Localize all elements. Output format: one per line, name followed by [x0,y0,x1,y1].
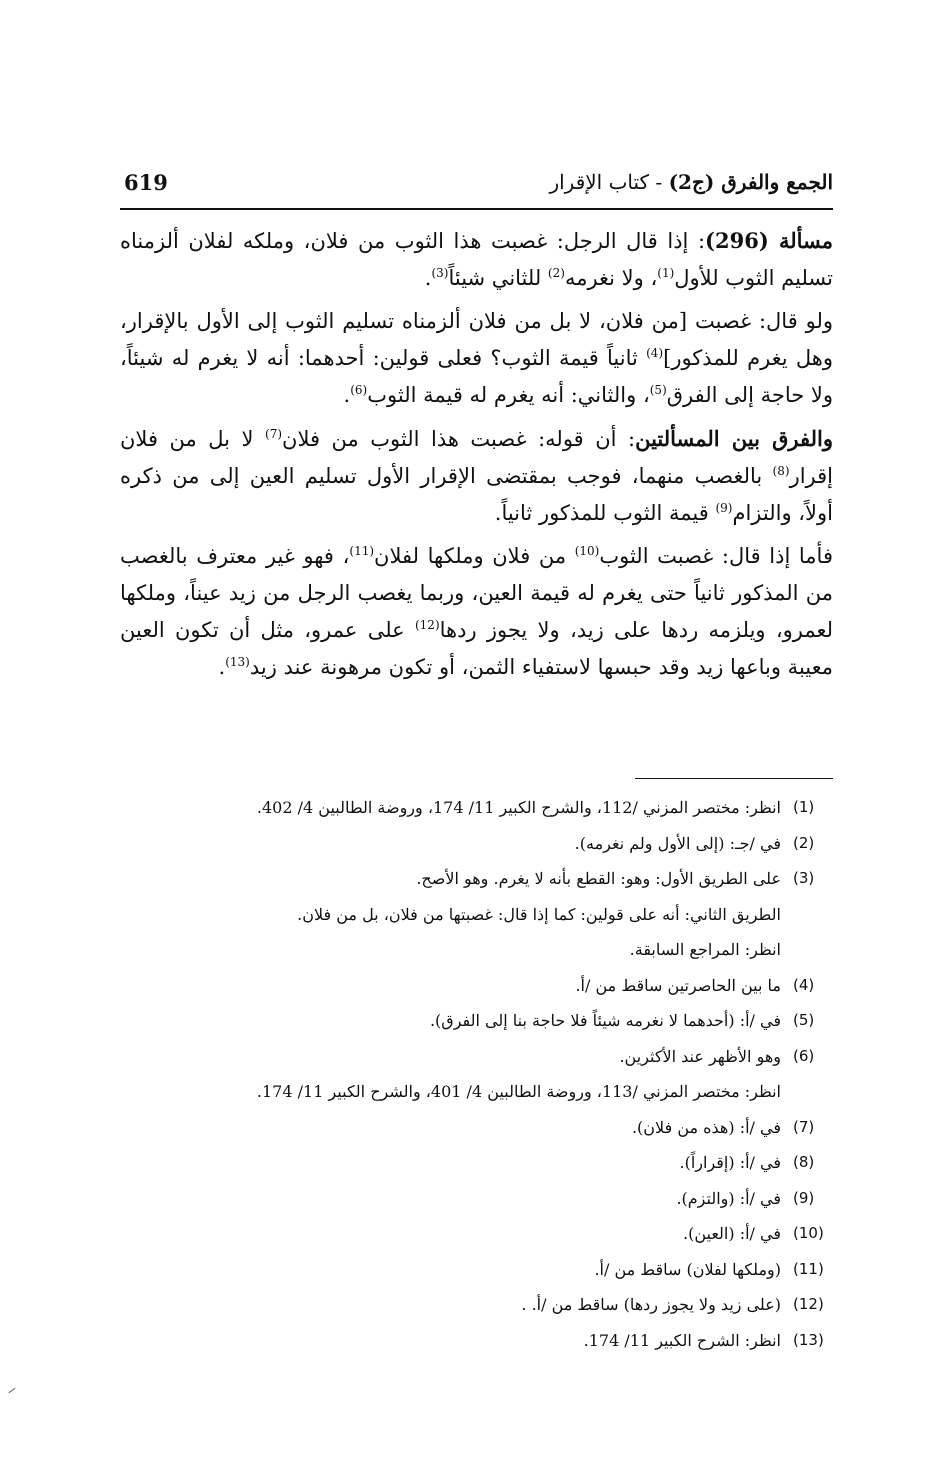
footnote-text: الطريق الثاني: أنه على قولين: كما إذا قال: غصبتها من فلان، بل من فلان. [297,904,781,924]
footnote-ref: (11) [349,544,375,558]
footnote [160,1287,833,1323]
footnote-number: (9) [793,1188,815,1207]
page-number: 619 [124,170,168,195]
footnote-text: في /أ: (أحدهما لا نغرمه شيئاً فلا حاجة بنا إلى الفرق). [429,1011,781,1030]
paragraph [120,222,833,297]
footnote-text: (على زيد ولا يجوز ردها) ساقط من /أ. . [521,1295,781,1314]
paragraph [120,420,833,532]
header-title [549,170,833,194]
footnote-ref: (4) [646,346,664,360]
footnote-number: (3) [793,869,815,887]
paragraph-lead: والفرق بين المسألتين [635,426,833,451]
footnote-text: انظر: المراجع السابقة. [629,940,781,959]
footnote-text: في /أ: (إقراراً). [679,1153,781,1172]
footnote-ref: (6) [350,383,368,397]
footnotes [160,790,833,1358]
footnote-text: انظر: مختصر المزني /113، وروضة الطالبين 4/ 401، والشرح الكبير 11/ 174. [256,1082,781,1101]
footnote-ref: (5) [649,383,667,397]
footnote-text: انظر: الشرح الكبير 11/ 174. [583,1330,781,1350]
footnote-text: وهو الأظهر عند الأكثرين. [619,1046,781,1066]
paragraph-text: . [424,266,432,290]
footnote-number: (11) [793,1259,824,1278]
paragraph-text: فأما إذا قال: غصبت الثوب [599,544,833,568]
footnote-text: على الطريق الأول: وهو: القطع بأنه لا يغرم. وهو الأصح. [416,869,781,888]
paragraph-text: ، فهو غير معترف بالغصب من المذكور ثانياً حتى يغرم له قيمة العين، وربما يغصب الرجل من زيد عيناً، وملكها لعمرو، ويلزمه ردها على زيد، ولا يجوز ردها [120,544,834,642]
footnote [160,1003,833,1039]
paragraph-lead: مسألة (296) [705,228,834,253]
footnote-ref: (10) [574,544,600,558]
footnote-ref: (3) [431,266,449,280]
main-text [120,222,833,692]
footnote-text: (وملكها لفلان) ساقط من /أ. [594,1259,781,1279]
paragraph-text: لا بل من فلان إقرار [120,427,833,488]
header-rule [120,208,833,210]
footnote [160,1145,833,1181]
footnote-ref: (2) [547,266,565,280]
footnote-text: في /أ: (والتزم). [676,1188,781,1208]
paragraph-text: قيمة الثوب للمذكور ثانياً. [494,501,716,525]
footnote [160,1216,833,1252]
footnote-ref: (13) [225,655,250,669]
footnote [160,826,833,862]
footnote-text: في /أ: (العين). [683,1224,781,1243]
paragraph-text: ، ولا نغرمه [564,266,658,290]
footnote-number: (7) [793,1117,815,1136]
paragraph-text: بالغصب منهما، فوجب بمقتضى الإقرار الأول تسليم العين إلى من ذكره أولاً، والتزام [120,464,833,525]
paragraph-text: للثاني شيئاً [448,266,548,290]
footnote-text: ما بين الحاصرتين ساقط من /أ. [575,975,781,995]
footnote [160,1323,833,1359]
footnote [160,968,833,1004]
footnote-number: (8) [793,1153,815,1171]
footnote-number: (10) [793,1224,824,1242]
footnote-number: (4) [793,975,815,994]
chapter-title: كتاب الإقرار [549,170,650,194]
footnote-continuation [160,932,833,968]
footnote [160,861,833,897]
header-separator: - [649,170,669,194]
footnote-text: انظر: مختصر المزني /112، والشرح الكبير 11/ 174، وروضة الطالبين 4/ 402. [256,798,781,817]
footnote-number: (12) [793,1295,824,1313]
paragraph-text: على عمرو، مثل أن تكون العين معيبة وباعها زيد وقد حبسها لاستفياء الثمن، أو تكون مرهونة عند زيد [120,618,833,679]
footnote-number: (13) [793,1330,824,1349]
footnote [160,1252,833,1288]
paragraph-text: ولو قال: غصبت [من فلان، لا بل من فلان ألزمناه تسليم الثوب إلى الأول بالإقرار، وهل يغرم للمذكور] [120,309,834,370]
paragraph [120,303,833,414]
paragraph-text: : إذا قال الرجل: غصبت هذا الثوب من فلان، وملكه لفلان ألزمناه تسليم الثوب للأول [120,229,833,290]
footnote-number: (6) [793,1046,815,1065]
paragraph [120,538,833,686]
footnote-ref: (9) [715,501,733,515]
footnote [160,790,833,826]
book-title: الجمع والفرق (ج2) [668,170,833,194]
scan-mark [8,1388,15,1393]
running-header [120,168,833,208]
footnote-number: (5) [793,1011,815,1029]
paragraph-text: ثانياً قيمة الثوب؟ فعلى قولين: أحدهما: أنه لا يغرم له شيئاً، ولا حاجة إلى الفرق [120,346,833,407]
footnote [160,1181,833,1217]
paragraph-text: . [218,655,226,679]
footnote-number: (1) [793,798,815,816]
paragraph-text: . [343,383,351,407]
paragraph-text: : أن قوله: غصبت هذا الثوب من فلان [282,427,636,451]
paragraph-text: ، والثاني: أنه يغرم له قيمة الثوب [367,383,650,407]
footnote-ref: (8) [772,464,790,478]
footnote-ref: (1) [657,266,675,280]
footnote-number: (2) [793,833,815,852]
footnote-ref: (12) [414,618,440,632]
footnote-continuation [160,1074,833,1110]
footnote-text: في /أ: (هذه من فلان). [631,1117,781,1137]
footnote [160,1110,833,1146]
paragraph-text: من فلان وملكها لفلان [374,544,575,568]
footnote-ref: (7) [265,427,283,441]
footnote-separator [635,778,833,779]
footnote [160,1039,833,1075]
footnote-continuation [160,897,833,933]
footnote-text: في /جـ: (إلى الأول ولم نغرمه). [574,833,781,853]
